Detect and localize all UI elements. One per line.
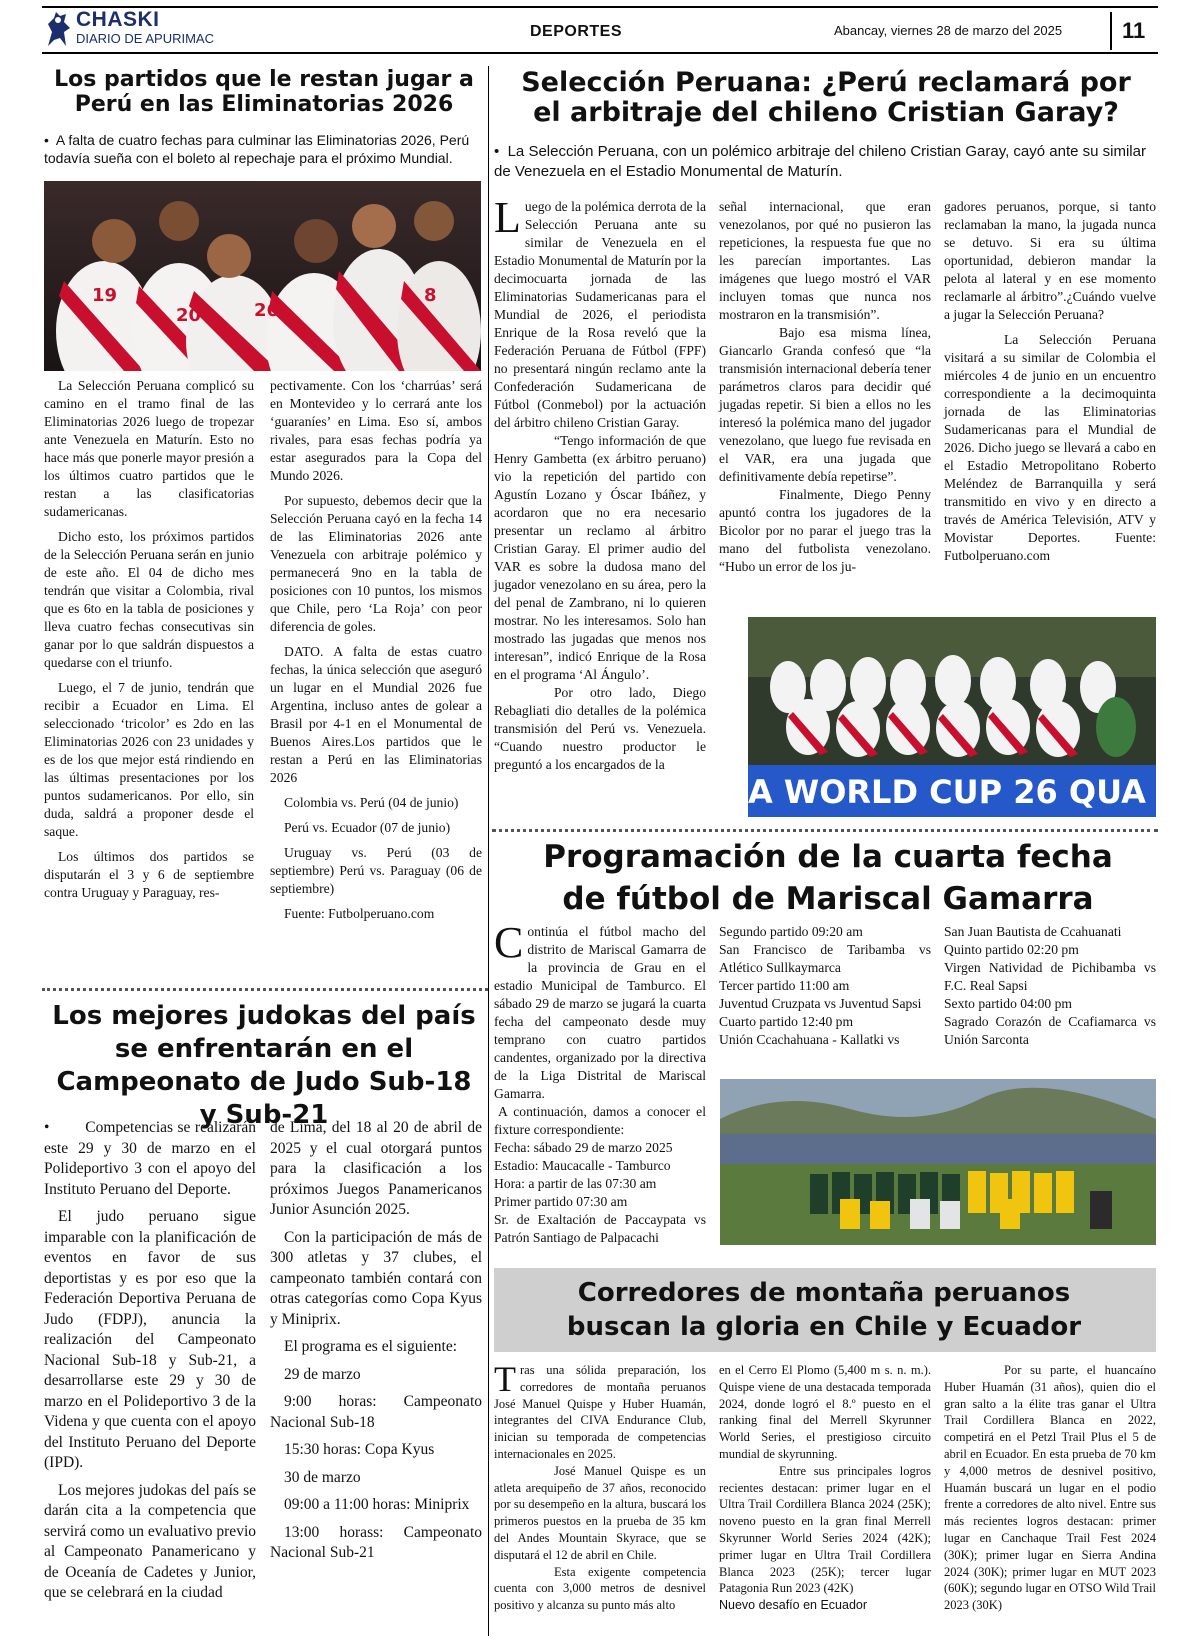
fixture-line: San Francisco de Taribamba vs Atlético Sullkaymarca <box>719 942 931 975</box>
paragraph: El programa es el siguiente: <box>284 1338 458 1355</box>
fixture-line: Tercer partido 11:00 am <box>719 978 850 993</box>
masthead-top-rule <box>42 6 1158 8</box>
bullet: • <box>494 143 508 160</box>
schedule-item: 09:00 a 11:00 horas: Miniprix <box>284 1496 470 1513</box>
paragraph: Luego, el 7 de junio, tendrán que recibir a Ecuador en Lima. El seleccionado ‘tricolor’ es 2do en las Eliminatorias 2026 con 23 unidades y es de los que mejor está rindiendo en las últimas presentaciones por los puntos sudamericanos. Por ello, sin duda, saldrá a proponer desde el saque. <box>44 680 254 839</box>
match-item: Colombia vs. Perú (04 de junio) <box>284 795 459 810</box>
article-corredores-col2 <box>719 1362 931 1614</box>
paragraph: Dicho esto, los próximos partidos de la Selección Peruana serán en junio de este año. El 04 de dicho mes tendrán que visitar a Colombia, rival que es 6to en la tabla de posiciones y lleva cuatro fechas consecutivas sin ganar por lo que saldrán dispuestos a quedarse con el triunfo. <box>44 529 254 670</box>
fixture-line: Segundo partido 09:20 am <box>719 924 863 939</box>
divider-garay-gamarra <box>492 829 1158 832</box>
paragraph: Por supuesto, debemos decir que la Selección Peruana cayó en la fecha 14 de las Eliminatorias 2026 ante Venezuela con arbitraje polémico y permanecerá 9no en la tabla de posiciones con 10 puntos, los mismos que Chile, pero ‘La Roja’ con peor diferencia de goles. <box>270 493 482 634</box>
paragraph <box>494 193 706 432</box>
article-garay-col3 <box>944 198 1156 565</box>
masthead-subtitle: DIARIO DE APURIMAC <box>76 31 214 46</box>
paragraph: Bajo esa misma línea, Giancarlo Granda confesó que “la transmisión internacional debería tener parámetros claros para decidir qué jugadas repetir. Si bien a ellos no les interesó la polémica mano del jugador venezolano, que luego fue revisada en el VAR, era una jugada que definitivamente debía repetirse”. <box>719 325 931 484</box>
jersey-number: 19 <box>92 285 118 306</box>
fixture-line: Unión Ccachahuana - Kallatki vs <box>719 1032 900 1047</box>
jersey-number: 8 <box>424 285 437 306</box>
photo-gamarra-team <box>720 1079 1156 1245</box>
paragraph: de Lima, del 18 al 20 de abril de 2025 y el cual otorgará puntos para la clasificación a los próximos Juegos Panamericanos Junior Asunción 2025. <box>270 1119 482 1218</box>
issue-date: Abancay, viernes 28 de marzo del 2025 <box>834 23 1063 38</box>
jersey-number: 26 <box>254 300 280 321</box>
paragraph: Los últimos dos partidos se disputarán el 3 y 6 de septiembre contra Uruguay y Paraguay, res- <box>44 849 254 900</box>
paragraph: gadores peruanos, porque, si tanto reclamaban la mano, la jugada nunca se detuvo. Si era su última oportunidad, debieron mandar la pelota al lateral y en ese momento reclamarle al árbitro”.¿Cuándo vuelve a jugar la Selección Peruana? <box>944 199 1156 322</box>
schedule-item: 30 de marzo <box>284 1468 361 1486</box>
paragraph: José Manuel Quispe es un atleta arequipeño de 37 años, reconocido por su desempeño en la altura, buscará los primeros puestos en la prueba de 35 km del Andes Mountain Skyrace, que se disputará el 12 de abril en Chile. <box>494 1463 706 1562</box>
fixture-line: Sr. de Exaltación de Paccaypata vs Patrón Santiago de Palpacachi <box>494 1212 706 1245</box>
fixture-line: Juventud Cruzpata vs Juventud Sapsi <box>719 996 922 1011</box>
paragraph <box>44 1118 256 1200</box>
jersey-number: 20 <box>176 305 202 326</box>
paragraph: DATO. A falta de estas cuatro fechas, la única selección que aseguró un lugar en el Mundial 2026 fue Argentina, incluso antes de golear a Brasil por 4-1 en el Monumental de Buenos Aires.Los partidos que le restan a Perú en las Eliminatorias 2026 <box>270 644 482 785</box>
schedule-item: 15:30 horas: Copa Kyus <box>284 1441 435 1458</box>
paragraph: Los mejores judokas del país se darán cita a la competencia que servirá como un evaluativo previo al Campeonato Panamericano y de Oceanía de Cadetes y Junior, que se celebrará en la ciudad <box>44 1481 256 1601</box>
fixture-line: Estadio: Maucacalle - Tamburco <box>494 1158 671 1173</box>
schedule-item: 9:00 horas: Campeonato Nacional Sub-18 <box>270 1393 482 1431</box>
article-peru-lead <box>44 131 484 167</box>
bullet: • <box>44 1119 86 1136</box>
article-judo-title: Los mejores judokas del país se enfrentarán en el Campeonato de Judo Sub-18 y Sub-21 <box>52 1001 476 1130</box>
drop-cap: L <box>494 193 521 242</box>
article-corredores-title-box <box>494 1268 1156 1352</box>
schedule-item: 13:00 horass: Campeonato Nacional Sub-21 <box>270 1523 482 1561</box>
article-garay-col2 <box>719 198 931 576</box>
article-garay-col1 <box>494 193 706 774</box>
article-corredores-title: Corredores de montaña peruanos buscan la gloria en Chile y Ecuador <box>566 1278 1082 1342</box>
article-garay-lead <box>494 142 1156 182</box>
paragraph: Con la participación de más de 300 atletas y 37 clubes, el campeonato también contará con otras categorías como Copa Kyus y Miniprix. <box>270 1228 482 1328</box>
masthead-name: CHASKI <box>76 8 160 31</box>
paragraph: El judo peruano sigue imparable con la planificación de eventos en favor de sus deportistas y es por eso que la Federación Deportiva Peruana de Judo (FDPJ), anuncia la realización del Campeonato Nacional Sub-18 y Sub-21, a desarrollarse este 29 y 30 de marzo en el Polideportivo 3 de la Videna y que cuenta con el apoyo del Instituto Peruano del Deporte (IPD). <box>44 1208 256 1471</box>
article-peru-col1 <box>44 377 254 902</box>
paragraph-text: Competencias se realizarán este 29 y 30 de marzo en el Polideportivo 3 con el apoyo del Instituto Peruano del Deporte. <box>44 1119 256 1198</box>
article-judo-col2 <box>270 1118 482 1564</box>
paragraph: A continuación, damos a conocer el fixture correspondiente: <box>494 1104 706 1137</box>
fixture-line: Fecha: sábado 29 de marzo 2025 <box>494 1140 673 1155</box>
article-corredores-col1 <box>494 1359 706 1614</box>
fixture-line: San Juan Bautista de Ccahuanati <box>944 924 1122 939</box>
masthead <box>42 6 1158 52</box>
masthead-divider <box>1110 12 1112 50</box>
paragraph: “Tengo información de que Henry Gambetta (ex árbitro peruano) vio la repetición del partido con Agustín Lozano y Óscar Ibáñez, y acordaron que no era necesario presentar un reclamo al árbitro Cristian Garay. El primer audio del VAR es sobre la dudosa mano del jugador venezolano en su área, pero la del penal de Zambrano, ni lo quieren mostrar. No les interesamos. Solo han mostrado las jugadas que menos nos interesan”, indicó Enrique de la Rosa en el programa ‘Al Ángulo’. <box>494 433 706 682</box>
paragraph: La Selección Peruana visitará a su similar de Colombia el miércoles 4 de junio en un encuentro correspondiente a la decimoquinta jornada de las Eliminatorias Sudamericanas para el Mundial de 2026. Dicho juego se llevará a cabo en el Estadio Metropolitano Roberto Meléndez de Barranquilla y será transmitido en vivo y en directo a través de América Televisión, ATV y Movistar Deportes. Fuente: Futbolperuano.com <box>944 332 1156 563</box>
paragraph: La Selección Peruana complicó su camino en el tramo final de las Eliminatorias 2026 luego de tropezar ante Venezuela en Maturín. Esto no hace más que ponerle mayor presión a los últimos cuatro partidos que le restan a las clasificatorias sudamericanas. <box>44 378 254 519</box>
article-peru-title: Los partidos que le restan jugar a Perú en las Eliminatorias 2026 <box>54 67 474 117</box>
paragraph: Por su parte, el huancaíno Huber Huamán (31 años), quien dio el gran salto a la élite tras ganar el Ultra Trail Cordillera Blanca en 2022, competirá en el Petzl Trail Plus el 5 de abril en Ecuador. En esta prueba de 70 km y 4,000 metros de desnivel positivo, Huamán buscará un lugar en el podio frente a corredores de alto nivel. Entre sus más recientes logros destacan: primer lugar en Canchaque Trail Fest 2024 (30K); primer lugar en Sierra Andina 2024 (30K); primer lugar en MUT 2023 (60K); segundo lugar en OTSO Wild Trail 2023 (30K) <box>944 1363 1156 1613</box>
bullet: • <box>44 132 56 148</box>
paragraph: Entre sus principales logros recientes destacan: primer lugar en el Ultra Trail Cordillera Blanca 2024 (25K); noveno puesto en la gran final Merrell Skyrunner World Series 2024 (42K); primer lugar en Ultra Trail Cordillera Blanca 2023 (25K); tercer lugar Patagonia Run 2023 (42K) <box>719 1463 931 1596</box>
chaski-logo-icon <box>42 10 74 50</box>
fixture-line: Primer partido 07:30 am <box>494 1194 628 1209</box>
article-garay-title: Selección Peruana: ¿Perú reclamará por el arbitraje del chileno Cristian Garay? <box>521 67 1131 129</box>
subheading: Nuevo desafío en Ecuador <box>719 1598 868 1613</box>
article-garay-lead-text: La Selección Peruana, con un polémico arbitraje del chileno Cristian Garay, cayó ante su similar de Venezuela en el Estadio Monumental de Maturín. <box>494 143 1146 180</box>
drop-cap: T <box>494 1359 516 1399</box>
match-item: Uruguay vs. Perú (03 de septiembre) Perú vs. Paraguay (06 de septiembre) <box>270 845 482 896</box>
fixture-line: Virgen Natividad de Pichibamba vs F.C. Real Sapsi <box>944 960 1156 993</box>
paragraph <box>494 918 706 1103</box>
paragraph: Finalmente, Diego Penny apuntó contra los jugadores de la Bicolor por no parar el juego tras la mano del futbolista venezolano. “Hubo un error de los ju- <box>719 487 931 574</box>
fixture-line: Sexto partido 04:00 pm <box>944 996 1072 1011</box>
schedule-item: 29 de marzo <box>284 1365 361 1383</box>
paragraph: en el Cerro El Plomo (5,400 m s. n. m.). Quispe viene de una destacada temporada 2024, donde logró el 8.º puesto en el ranking final del Merrell Skyrunner World Series, el prestigioso circuito mundial de skyrunning. <box>719 1363 931 1461</box>
article-gamarra-title: Programación de la cuarta fecha de fútbol de Mariscal Gamarra <box>543 839 1113 917</box>
article-gamarra-col3 <box>944 923 1156 1049</box>
divider-peru-judo <box>42 988 488 991</box>
article-peru-lead-text: A falta de cuatro fechas para culminar las Eliminatorias 2026, Perú todavía sueña con el boleto al repechaje para el próximo Mundial. <box>44 132 470 166</box>
article-judo-col1 <box>44 1118 256 1604</box>
paragraph-text: uego de la polémica derrota de la Selección Peruana ante su similar de Venezuela en el Estadio Monumental de Maturín por la decimocuarta jornada de las Eliminatorias Sudamericanas para el Mundial de 2026, el periodista Enrique de la Rosa reveló que la Federación Peruana de Fútbol (FPF) no presentará ningún reclamo ante la Confederación Sudamericana de Fútbol (Conmebol) por la actuación del árbitro chileno Cristian Garay. <box>494 199 706 430</box>
masthead-bottom-rule <box>42 52 1158 54</box>
photo-peru-celebration <box>44 181 481 371</box>
paragraph: Esta exigente competencia cuenta con 3,000 metros de desnivel positivo y alcanza su punto más alto <box>494 1564 706 1613</box>
photo-peru-team <box>748 617 1156 817</box>
page-number: 11 <box>1122 18 1146 43</box>
fixture-line: Hora: a partir de las 07:30 am <box>494 1176 657 1191</box>
paragraph: pectivamente. Con los ‘charrúas’ será en Montevideo y lo cerrará ante los ‘guaraníes’ en Lima. Eso sí, ambos rivales, para esas fechas podría ya estar asegurados para la Copa del Mundo 2026. <box>270 378 482 483</box>
drop-cap: C <box>494 918 524 967</box>
article-gamarra-col1 <box>494 918 706 1247</box>
fixture-line: Cuarto partido 12:40 pm <box>719 1014 854 1029</box>
article-gamarra-col2 <box>719 923 931 1049</box>
paragraph <box>494 1359 706 1463</box>
fixture-line: Sagrado Corazón de Ccafiamarca vs Unión Sarconta <box>944 1014 1156 1047</box>
paragraph: Por otro lado, Diego Rebagliati dio detalles de la polémica transmisión del Perú vs. Venezuela. “Cuando nuestro productor le preguntó a los encargados de la <box>494 685 706 772</box>
paragraph-text: ontinúa el fútbol macho del distrito de Mariscal Gamarra de la provincia de Grau en el estadio Municipal de Tamburco. El sábado 29 de marzo se jugará la cuarta fecha del campeonato desde muy temprano con cuatro partidos candentes, organizado por la directiva de la Liga Distrital de Mariscal Gamarra. <box>494 924 706 1101</box>
match-item: Perú vs. Ecuador (07 de junio) <box>284 820 451 835</box>
section-label: DEPORTES <box>530 23 623 40</box>
paragraph-text: ras una sólida preparación, los corredores de montaña peruanos José Manuel Quispe y Huber Huamán, integrantes del CIVA Endurance Club, inician su temporada de competencias internacionales en 2025. <box>494 1363 706 1461</box>
article-corredores-col3 <box>944 1362 1156 1614</box>
world-cup-banner: A WORLD CUP 26 QUA <box>748 773 1146 811</box>
paragraph: señal internacional, que eran venezolanos, por qué no pusieron las repeticiones, la respuesta fue que no les parecían importantes. Las imágenes que luego mostró el VAR incluyen tomas que nunca nos mostraron en la transmisión”. <box>719 199 931 322</box>
column-divider-main <box>488 66 489 1636</box>
fixture-line: Quinto partido 02:20 pm <box>944 942 1079 957</box>
source-credit: Fuente: Futbolperuano.com <box>284 906 435 921</box>
article-peru-col2 <box>270 377 482 923</box>
